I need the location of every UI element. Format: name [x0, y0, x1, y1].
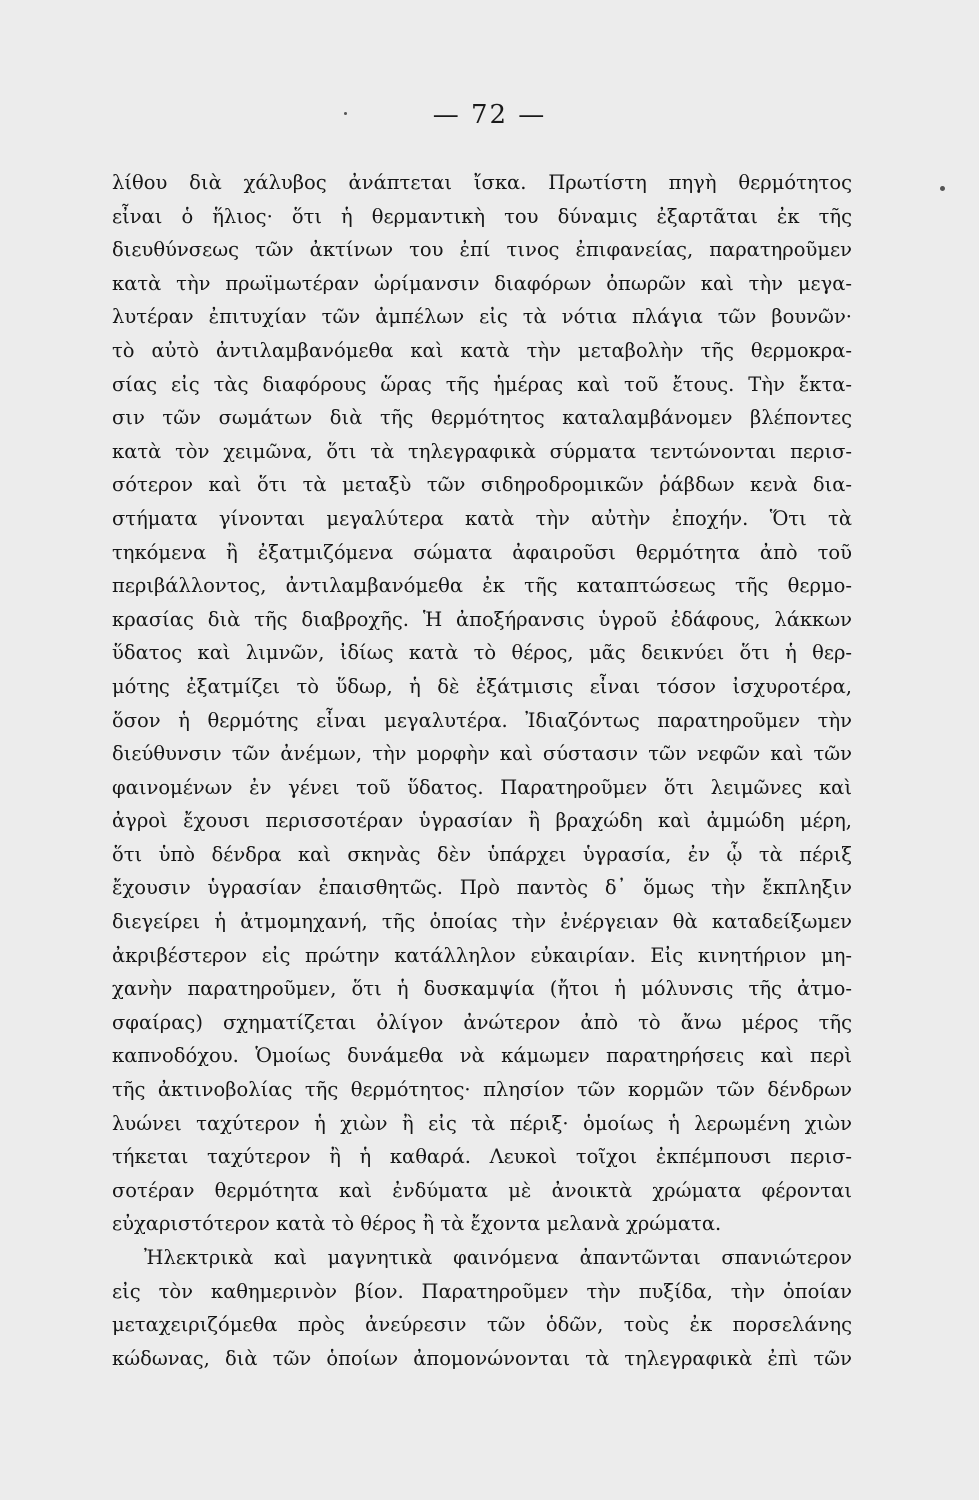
text-line: Ἠλεκτρικὰ καὶ μαγνητικὰ φαινόμενα ἀπαντῶνται σπανιώτερον	[144, 1246, 852, 1269]
text-line: ὅσον ἡ θερμότης εἶναι μεγαλυτέρα. Ἰδιαζόντως παρατηροῦμεν τὴν	[112, 708, 852, 732]
text-line: σιν τῶν σωμάτων διὰ τῆς θερμότητος καταλαμβάνομεν βλέποντες	[112, 406, 852, 430]
text-line: κατὰ τὴν πρωϊμωτέραν ὡρίμανσιν διαφόρων ὀπωρῶν καὶ τὴν μεγα-	[112, 271, 852, 295]
page-number: — 72 —	[432, 100, 547, 130]
text-line: ἀγροὶ ἔχουσι περισσοτέραν ὑγρασίαν ἢ βραχώδη καὶ ἀμμώδη μέρη,	[112, 809, 852, 833]
text-line: ὕδατος καὶ λιμνῶν, ἰδίως κατὰ τὸ θέρος, μᾶς δεικνύει ὅτι ἡ θερ-	[112, 641, 852, 665]
text-line: κατὰ τὸν χειμῶνα, ὅτι τὰ τηλεγραφικὰ σύρματα τεντώνονται περισ-	[112, 439, 852, 463]
text-line: σφαίρας) σχηματίζεται ὀλίγον ἀνώτερον ἀπὸ τὸ ἄνω μέρος τῆς	[112, 1010, 852, 1034]
text-line: λίθου διὰ χάλυβος ἀνάπτεται ἴσκα. Πρωτίστη πηγὴ θερμότητος	[112, 171, 852, 194]
text-line: εἶναι ὁ ἥλιος· ὅτι ἡ θερμαντικὴ του δύναμις ἐξαρτᾶται ἐκ τῆς	[112, 204, 852, 228]
text-line: καπνοδόχου. Ὁμοίως δυνάμεθα νὰ κάμωμεν παρατηρήσεις καὶ περὶ	[112, 1044, 852, 1068]
text-line: στήματα γίνονται μεγαλύτερα κατὰ τὴν αὐτὴν ἐποχήν. Ὅτι τὰ	[112, 506, 852, 530]
text-line: τήκεται ταχύτερον ἢ ἡ καθαρά. Λευκοὶ τοῖχοι ἐκπέμπουσι περισ-	[112, 1145, 852, 1169]
text-line: διευθύνσεως τῶν ἀκτίνων του ἐπί τινος ἐπιφανείας, παρατηροῦμεν	[112, 238, 852, 262]
text-line: ὅτι ὑπὸ δένδρα καὶ σκηνὰς δὲν ὑπάρχει ὑγρασία, ἐν ᾧ τὰ πέριξ	[112, 842, 852, 866]
text-line: χανὴν παρατηροῦμεν, ὅτι ἡ δυσκαμψία (ἤτοι ἡ μόλυνσις τῆς ἀτμο-	[112, 977, 852, 1001]
text-line: λυτέραν ἐπιτυχίαν τῶν ἀμπέλων εἰς τὰ νότια πλάγια τῶν βουνῶν·	[112, 305, 852, 329]
text-line: σίας εἰς τὰς διαφόρους ὥρας τῆς ἡμέρας καὶ τοῦ ἔτους. Τὴν ἔκτα-	[112, 372, 852, 396]
text-line: ἔχουσιν ὑγρασίαν ἐπαισθητῶς. Πρὸ παντὸς δ᾽ ὅμως τὴν ἔκπληξιν	[112, 876, 852, 900]
ink-speck	[940, 186, 945, 191]
text-line: περιβάλλοντος, ἀντιλαμβανόμεθα ἐκ τῆς καταπτώσεως τῆς θερμο-	[112, 574, 852, 598]
text-line: εὐχαριστότερον κατὰ τὸ θέρος ἢ τὰ ἔχοντα μελανὰ χρώματα.	[112, 1212, 722, 1236]
text-line: τὸ αὐτὸ ἀντιλαμβανόμεθα καὶ κατὰ τὴν μεταβολὴν τῆς θερμοκρα-	[112, 338, 852, 362]
text-line: διεγείρει ἡ ἀτμομηχανή, τῆς ὁποίας τὴν ἐνέργειαν θὰ καταδείξωμεν	[112, 910, 852, 934]
text-line: διεύθυνσιν τῶν ἀνέμων, τὴν μορφὴν καὶ σύστασιν τῶν νεφῶν καὶ τῶν	[112, 742, 852, 766]
ink-speck	[344, 112, 347, 115]
text-line: τηκόμενα ἢ ἐξατμιζόμενα σώματα ἀφαιροῦσι θερμότητα ἀπὸ τοῦ	[112, 540, 852, 564]
text-line: εἰς τὸν καθημερινὸν βίον. Παρατηροῦμεν τὴν πυξίδα, τὴν ὁποίαν	[112, 1279, 852, 1303]
text-line: κρασίας διὰ τῆς διαβροχῆς. Ἡ ἀποξήρανσις ὑγροῦ ἐδάφους, λάκκων	[112, 607, 852, 631]
text-line: σότερον καὶ ὅτι τὰ μεταξὺ τῶν σιδηροδρομικῶν ῥάβδων κενὰ δια-	[112, 473, 852, 497]
text-line: λυώνει ταχύτερον ἡ χιὼν ἢ εἰς τὰ πέριξ· ὁμοίως ἡ λερωμένη χιὼν	[112, 1111, 852, 1135]
text-line: κώδωνας, διὰ τῶν ὁποίων ἀπομονώνονται τὰ τηλεγραφικὰ ἐπὶ τῶν	[112, 1346, 852, 1370]
body-text	[112, 166, 852, 1375]
text-line: ἀκριβέστερον εἰς πρώτην κατάλληλον εὐκαιρίαν. Εἰς κινητήριον μη-	[112, 943, 852, 967]
text-line: μεταχειριζόμεθα πρὸς ἀνεύρεσιν τῶν ὁδῶν, τοὺς ἐκ πορσελάνης	[112, 1313, 852, 1337]
text-line: φαινομένων ἐν γένει τοῦ ὕδατος. Παρατηροῦμεν ὅτι λειμῶνες καὶ	[112, 775, 852, 799]
text-line: σοτέραν θερμότητα καὶ ἐνδύματα μὲ ἀνοικτὰ χρώματα φέρονται	[112, 1178, 852, 1202]
text-line: μότης ἐξατμίζει τὸ ὕδωρ, ἡ δὲ ἐξάτμισις εἶναι τόσον ἰσχυροτέρα,	[112, 674, 852, 698]
text-line: τῆς ἀκτινοβολίας τῆς θερμότητος· πλησίον τῶν κορμῶν τῶν δένδρων	[112, 1078, 852, 1102]
